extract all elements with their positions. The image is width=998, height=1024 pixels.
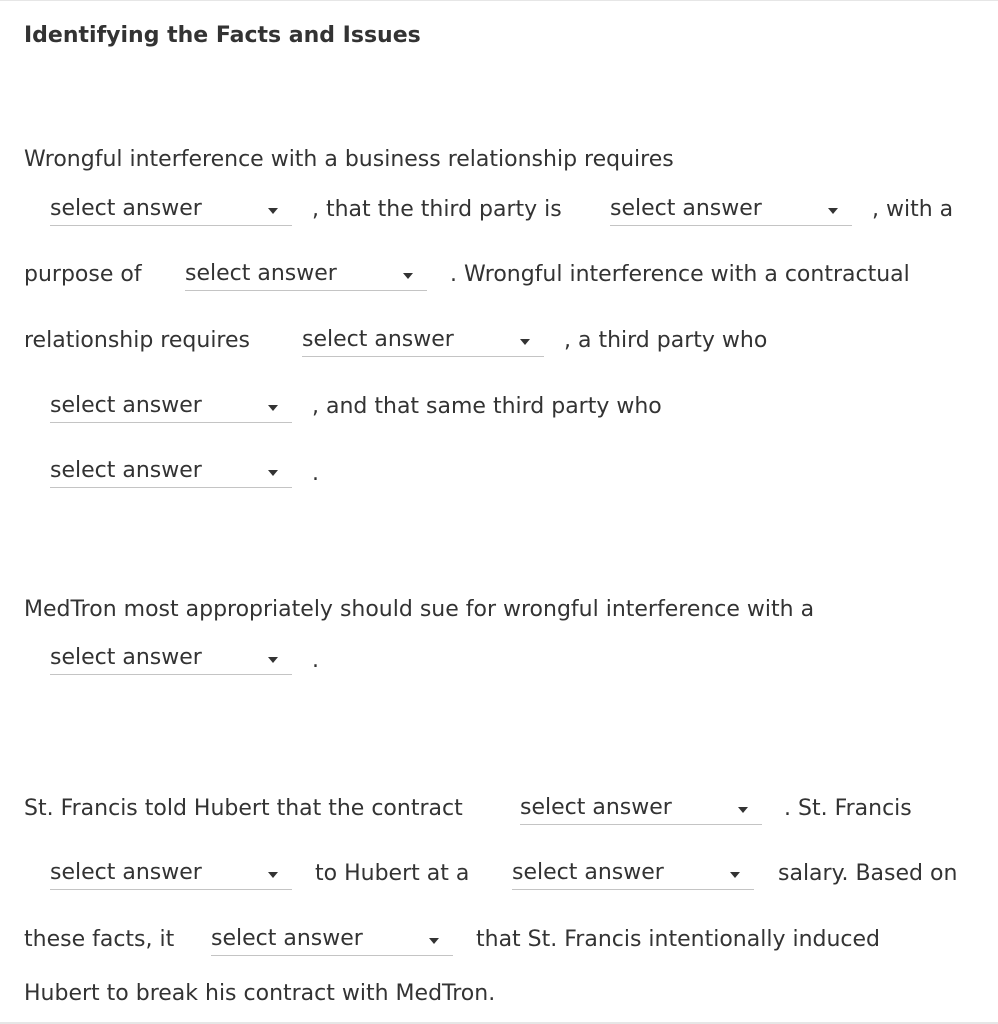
section1-text-7: , a third party who: [564, 328, 768, 353]
answer-dropdown-11[interactable]: [211, 924, 453, 956]
chevron-down-icon: [268, 657, 278, 663]
chevron-down-icon: [828, 208, 838, 214]
section1-text-6: relationship requires: [24, 328, 250, 353]
dropdown-value: select answer: [211, 926, 363, 951]
dropdown-value: select answer: [302, 327, 454, 352]
chevron-down-icon: [268, 405, 278, 411]
answer-dropdown-3[interactable]: [185, 259, 427, 291]
section2-text-1: MedTron most appropriately should sue for wrongful interference with a: [24, 597, 815, 622]
section1-text-5: . Wrongful interference with a contractual: [450, 262, 910, 287]
dropdown-value: select answer: [520, 795, 672, 820]
answer-dropdown-7[interactable]: [50, 643, 292, 675]
dropdown-value: select answer: [610, 196, 762, 221]
answer-dropdown-10[interactable]: [512, 858, 754, 890]
dropdown-value: select answer: [50, 458, 202, 483]
section1-text-9: .: [312, 461, 319, 486]
chevron-down-icon: [403, 273, 413, 279]
chevron-down-icon: [738, 807, 748, 813]
section1-text-1: Wrongful interference with a business relationship requires: [24, 147, 674, 172]
section3-text-5: these facts, it: [24, 927, 175, 952]
chevron-down-icon: [520, 339, 530, 345]
section1-text-8: , and that same third party who: [312, 394, 662, 419]
dropdown-value: select answer: [50, 645, 202, 670]
answer-dropdown-4[interactable]: [302, 325, 544, 357]
section3-text-4: salary. Based on: [778, 861, 958, 886]
dropdown-value: select answer: [50, 196, 202, 221]
section1-text-2: , that the third party is: [312, 197, 562, 222]
section3-text-2: . St. Francis: [784, 796, 912, 821]
dropdown-value: select answer: [50, 393, 202, 418]
section2-text-2: .: [312, 648, 319, 673]
page-title: Identifying the Facts and Issues: [24, 23, 421, 48]
chevron-down-icon: [268, 208, 278, 214]
chevron-down-icon: [730, 872, 740, 878]
dropdown-value: select answer: [50, 860, 202, 885]
section3-text-6: that St. Francis intentionally induced: [476, 927, 881, 952]
answer-dropdown-6[interactable]: [50, 456, 292, 488]
answer-dropdown-5[interactable]: [50, 391, 292, 423]
chevron-down-icon: [268, 470, 278, 476]
answer-dropdown-8[interactable]: [520, 793, 762, 825]
dropdown-value: select answer: [185, 261, 337, 286]
section3-text-3: to Hubert at a: [315, 861, 470, 886]
answer-dropdown-2[interactable]: [610, 194, 852, 226]
section1-text-4: purpose of: [24, 262, 142, 287]
answer-dropdown-1[interactable]: [50, 194, 292, 226]
chevron-down-icon: [268, 872, 278, 878]
chevron-down-icon: [429, 938, 439, 944]
section1-text-3: , with a: [872, 197, 954, 222]
answer-dropdown-9[interactable]: [50, 858, 292, 890]
section3-text-1: St. Francis told Hubert that the contract: [24, 796, 463, 821]
section3-text-7: Hubert to break his contract with MedTron.: [24, 981, 496, 1006]
dropdown-value: select answer: [512, 860, 664, 885]
